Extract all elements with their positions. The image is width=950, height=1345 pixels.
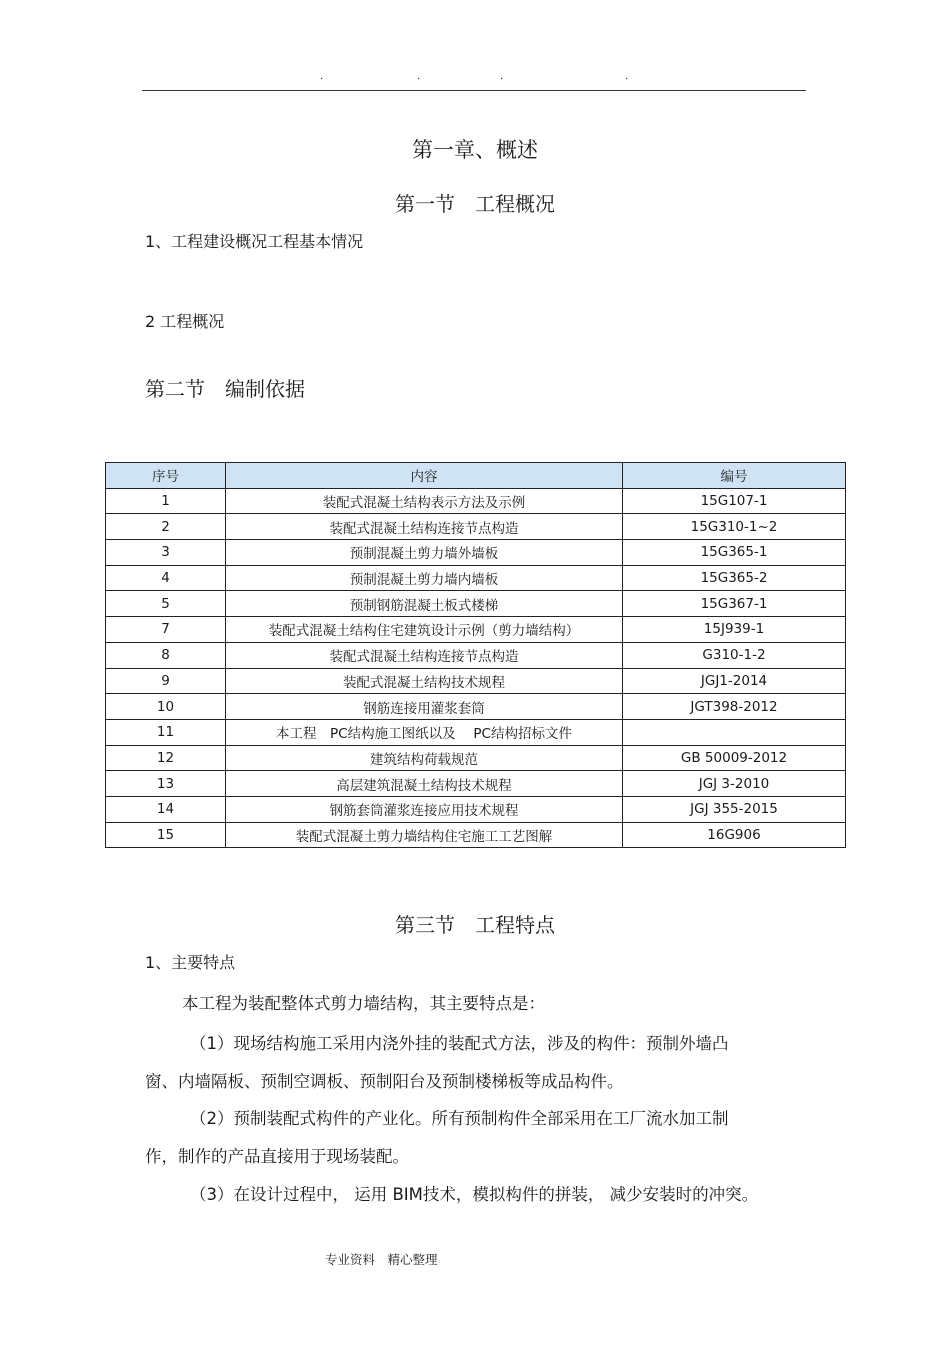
cell-code: JGJ 3-2010 bbox=[623, 771, 846, 797]
cell-index: 2 bbox=[106, 514, 226, 540]
cell-code: 15G367-1 bbox=[623, 591, 846, 617]
cell-code: JGJ1-2014 bbox=[623, 668, 846, 694]
cell-content: 预制混凝土剪力墙外墙板 bbox=[226, 540, 623, 566]
cell-index: 3 bbox=[106, 540, 226, 566]
table-row bbox=[106, 822, 846, 848]
table-row bbox=[106, 540, 846, 566]
table-row bbox=[106, 591, 846, 617]
cell-code: 15J939-1 bbox=[623, 617, 846, 643]
table-header-row bbox=[106, 463, 846, 489]
col-header-content: 内容 bbox=[226, 463, 623, 489]
cell-index: 5 bbox=[106, 591, 226, 617]
cell-content: 预制钢筋混凝土板式楼梯 bbox=[226, 591, 623, 617]
cell-index: 15 bbox=[106, 822, 226, 848]
cell-content: 装配式混凝土结构表示方法及示例 bbox=[226, 488, 623, 514]
paragraph: （2）预制装配式构件的产业化。所有预制构件全部采用在工厂流水加工制 bbox=[190, 1109, 729, 1128]
col-header-index: 序号 bbox=[106, 463, 226, 489]
table-row bbox=[106, 668, 846, 694]
header-dot: . bbox=[625, 71, 629, 82]
paragraph: （1）现场结构施工采用内浇外挂的装配式方法，涉及的构件：预制外墙凸 bbox=[190, 1034, 729, 1053]
section1-item1: 1、工程建设概况工程基本情况 bbox=[145, 232, 364, 251]
chapter-title: 第一章、概述 bbox=[412, 138, 538, 162]
cell-code: G310-1-2 bbox=[623, 642, 846, 668]
basis-table bbox=[105, 462, 846, 848]
header-dots bbox=[140, 72, 805, 86]
cell-content: 钢筋连接用灌浆套筒 bbox=[226, 694, 623, 720]
cell-content: 预制混凝土剪力墙内墙板 bbox=[226, 565, 623, 591]
cell-content: 本工程 PC结构施工图纸以及 PC结构招标文件 bbox=[226, 719, 623, 745]
cell-index: 12 bbox=[106, 745, 226, 771]
cell-code: 15G365-1 bbox=[623, 540, 846, 566]
section3-subtitle: 1、主要特点 bbox=[145, 953, 236, 972]
cell-content: 建筑结构荷载规范 bbox=[226, 745, 623, 771]
cell-code: GB 50009-2012 bbox=[623, 745, 846, 771]
table-row bbox=[106, 694, 846, 720]
cell-index: 4 bbox=[106, 565, 226, 591]
cell-code: 16G906 bbox=[623, 822, 846, 848]
table-row bbox=[106, 719, 846, 745]
table-row bbox=[106, 565, 846, 591]
cell-code: JGJ 355-2015 bbox=[623, 796, 846, 822]
paragraph: 窗、内墙隔板、预制空调板、预制阳台及预制楼梯板等成品构件。 bbox=[145, 1072, 624, 1091]
section2-title: 第二节 编制依据 bbox=[145, 377, 305, 401]
cell-content: 装配式混凝土结构技术规程 bbox=[226, 668, 623, 694]
cell-code: 15G310-1~2 bbox=[623, 514, 846, 540]
table-row bbox=[106, 745, 846, 771]
cell-code bbox=[623, 719, 846, 745]
cell-index: 14 bbox=[106, 796, 226, 822]
table-row bbox=[106, 642, 846, 668]
cell-content: 装配式混凝土结构连接节点构造 bbox=[226, 514, 623, 540]
section1-title: 第一节 工程概况 bbox=[395, 192, 555, 216]
header-dot: . bbox=[417, 71, 421, 82]
table-row bbox=[106, 488, 846, 514]
cell-index: 1 bbox=[106, 488, 226, 514]
cell-code: JGT398-2012 bbox=[623, 694, 846, 720]
paragraph: 作，制作的产品直接用于现场装配。 bbox=[145, 1147, 409, 1166]
col-header-code: 编号 bbox=[623, 463, 846, 489]
section3-title: 第三节 工程特点 bbox=[395, 913, 555, 937]
table-row bbox=[106, 796, 846, 822]
header-dot: . bbox=[500, 71, 504, 82]
cell-content: 高层建筑混凝土结构技术规程 bbox=[226, 771, 623, 797]
header-dot: . bbox=[320, 71, 324, 82]
cell-content: 钢筋套筒灌浆连接应用技术规程 bbox=[226, 796, 623, 822]
table-row bbox=[106, 771, 846, 797]
cell-index: 7 bbox=[106, 617, 226, 643]
cell-content: 装配式混凝土结构连接节点构造 bbox=[226, 642, 623, 668]
cell-content: 装配式混凝土结构住宅建筑设计示例（剪力墙结构） bbox=[226, 617, 623, 643]
table-row bbox=[106, 514, 846, 540]
cell-code: 15G365-2 bbox=[623, 565, 846, 591]
paragraph: （3）在设计过程中， 运用 BIM技术，模拟构件的拼装， 减少安装时的冲突。 bbox=[190, 1185, 759, 1204]
cell-index: 8 bbox=[106, 642, 226, 668]
page-footer: 专业资料 精心整理 bbox=[325, 1252, 438, 1267]
cell-index: 9 bbox=[106, 668, 226, 694]
paragraph: 本工程为装配整体式剪力墙结构，其主要特点是： bbox=[182, 994, 545, 1013]
cell-index: 10 bbox=[106, 694, 226, 720]
table-row bbox=[106, 617, 846, 643]
cell-code: 15G107-1 bbox=[623, 488, 846, 514]
cell-content: 装配式混凝土剪力墙结构住宅施工工艺图解 bbox=[226, 822, 623, 848]
cell-index: 13 bbox=[106, 771, 226, 797]
cell-index: 11 bbox=[106, 719, 226, 745]
section1-item2: 2 工程概况 bbox=[145, 312, 225, 331]
header-rule bbox=[142, 90, 806, 91]
